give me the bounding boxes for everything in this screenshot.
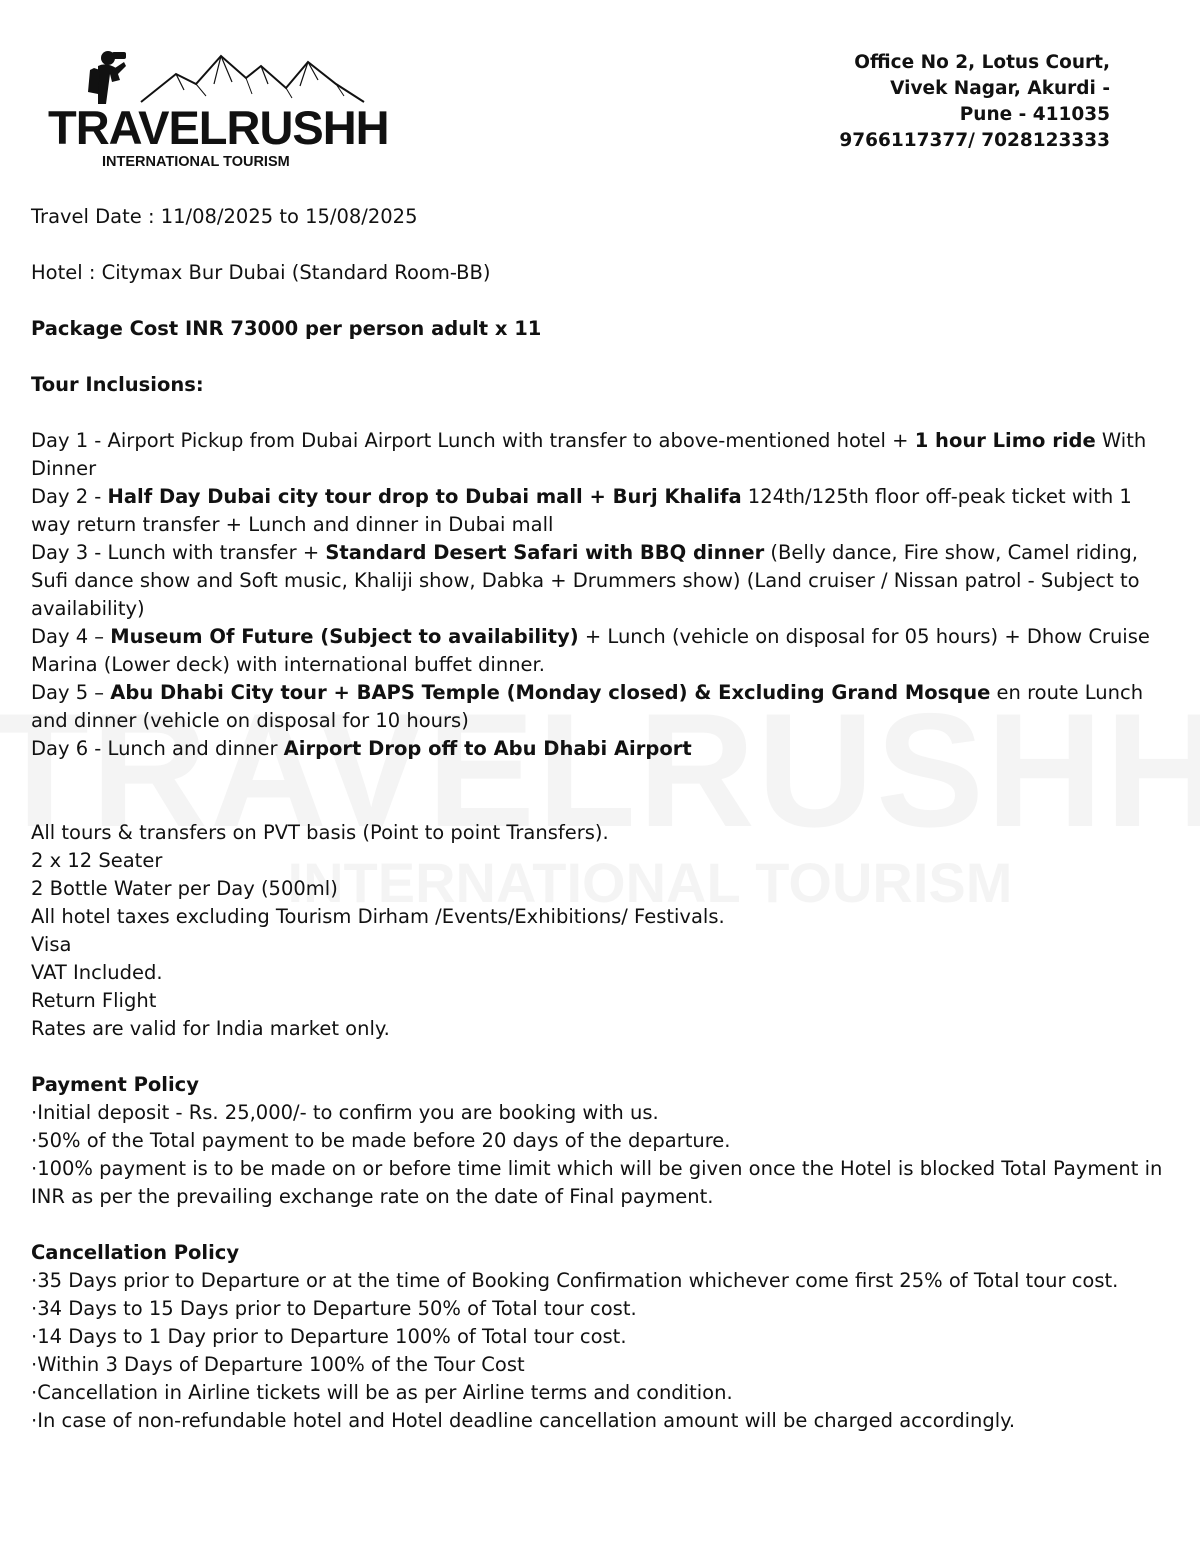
extras-list xyxy=(31,819,1171,1043)
logo-wordmark: TRAVELRUSHH xyxy=(48,101,389,154)
payment-policy-heading: Payment Policy xyxy=(31,1073,199,1096)
itinerary-day xyxy=(31,623,1171,679)
package-cost: Package Cost INR 73000 per person adult x 11 xyxy=(31,317,542,340)
list-item: All hotel taxes excluding Tourism Dirham /Events/Exhibitions/ Festivals. xyxy=(31,905,725,928)
itinerary-day xyxy=(31,427,1171,483)
itinerary-day xyxy=(31,483,1171,539)
list-item: Rates are valid for India market only. xyxy=(31,1017,390,1040)
list-item: ·100% payment is to be made on or before time limit which will be given once the Hotel is blocked Total Payment in INR as per the prevailing exchange rate on the date of Final payment. xyxy=(31,1157,1163,1208)
day-text: Day 1 - Airport Pickup from Dubai Airport Lunch with transfer to above-mentioned hotel + xyxy=(31,429,915,452)
day-text: 124th/125th floor off-peak ticket with 1 way return transfer + Lunch and dinner in Dubai mall xyxy=(31,485,1132,536)
list-item: ·35 Days prior to Departure or at the time of Booking Confirmation whichever come first 25% of Total tour cost. xyxy=(31,1269,1119,1292)
quotation-body xyxy=(31,203,1171,1435)
list-item: ·14 Days to 1 Day prior to Departure 100% of Total tour cost. xyxy=(31,1325,627,1348)
day-highlight: 1 hour Limo ride xyxy=(914,429,1096,452)
day-text: Day 3 - Lunch with transfer + xyxy=(31,541,326,564)
day-text: (Belly dance, Fire show, Camel riding, Sufi dance show and Soft music, Khaliji show, Dabka + Drummers show) (Land cruiser / Nissan patrol - Subject to availability) xyxy=(31,541,1140,620)
address-line-3: Pune - 411035 xyxy=(959,104,1110,125)
list-item: 2 x 12 Seater xyxy=(31,849,163,872)
day-text: + Lunch (vehicle on disposal for 05 hours) + Dhow Cruise Marina (Lower deck) with international buffet dinner. xyxy=(31,625,1150,676)
list-item: Visa xyxy=(31,933,72,956)
phone-numbers: 9766117377/ 7028123333 xyxy=(839,130,1110,151)
cancellation-policy-heading: Cancellation Policy xyxy=(31,1241,240,1264)
list-item: Return Flight xyxy=(31,989,157,1012)
hotel-info: Hotel : Citymax Bur Dubai (Standard Room-BB) xyxy=(31,261,491,284)
payment-policy-list xyxy=(31,1099,1171,1211)
day-highlight: Airport Drop off to Abu Dhabi Airport xyxy=(283,737,692,760)
list-item: ·50% of the Total payment to be made before 20 days of the departure. xyxy=(31,1129,731,1152)
itinerary-day xyxy=(31,539,1171,623)
itinerary-day xyxy=(31,679,1171,735)
travel-date: Travel Date : 11/08/2025 to 15/08/2025 xyxy=(31,205,418,228)
day-text: Day 5 – xyxy=(31,681,111,704)
day-text: Day 2 - xyxy=(31,485,108,508)
itinerary-list xyxy=(31,427,1171,763)
day-text: With Dinner xyxy=(31,429,1147,480)
list-item: 2 Bottle Water per Day (500ml) xyxy=(31,877,338,900)
list-item: ·In case of non-refundable hotel and Hotel deadline cancellation amount will be charged accordingly. xyxy=(31,1409,1016,1432)
list-item: ·34 Days to 15 Days prior to Departure 50% of Total tour cost. xyxy=(31,1297,637,1320)
inclusions-heading: Tour Inclusions: xyxy=(31,373,204,396)
day-highlight: Half Day Dubai city tour drop to Dubai mall + Burj Khalifa xyxy=(107,485,742,508)
letterhead xyxy=(0,0,1200,190)
day-highlight: Abu Dhabi City tour + BAPS Temple (Monday closed) & Excluding Grand Mosque xyxy=(110,681,991,704)
logo-subtitle: INTERNATIONAL TOURISM xyxy=(102,154,290,170)
list-item: ·Within 3 Days of Departure 100% of the Tour Cost xyxy=(31,1353,525,1376)
list-item: VAT Included. xyxy=(31,961,163,984)
office-address xyxy=(839,50,1110,154)
list-item: ·Cancellation in Airline tickets will be as per Airline terms and condition. xyxy=(31,1381,733,1404)
day-text: en route Lunch and dinner (vehicle on disposal for 10 hours) xyxy=(31,681,1144,732)
list-item: All tours & transfers on PVT basis (Point to point Transfers). xyxy=(31,821,609,844)
day-highlight: Standard Desert Safari with BBQ dinner xyxy=(325,541,765,564)
day-text: Day 4 – xyxy=(31,625,111,648)
day-text: Day 6 - Lunch and dinner xyxy=(31,737,284,760)
cancellation-policy-list xyxy=(31,1267,1171,1435)
day-highlight: Museum Of Future (Subject to availability) xyxy=(110,625,579,648)
company-logo xyxy=(46,44,389,174)
address-line-1: Office No 2, Lotus Court, xyxy=(854,52,1110,73)
list-item: ·Initial deposit - Rs. 25,000/- to confirm you are booking with us. xyxy=(31,1101,659,1124)
address-line-2: Vivek Nagar, Akurdi - xyxy=(890,78,1110,99)
itinerary-day xyxy=(31,735,1171,763)
